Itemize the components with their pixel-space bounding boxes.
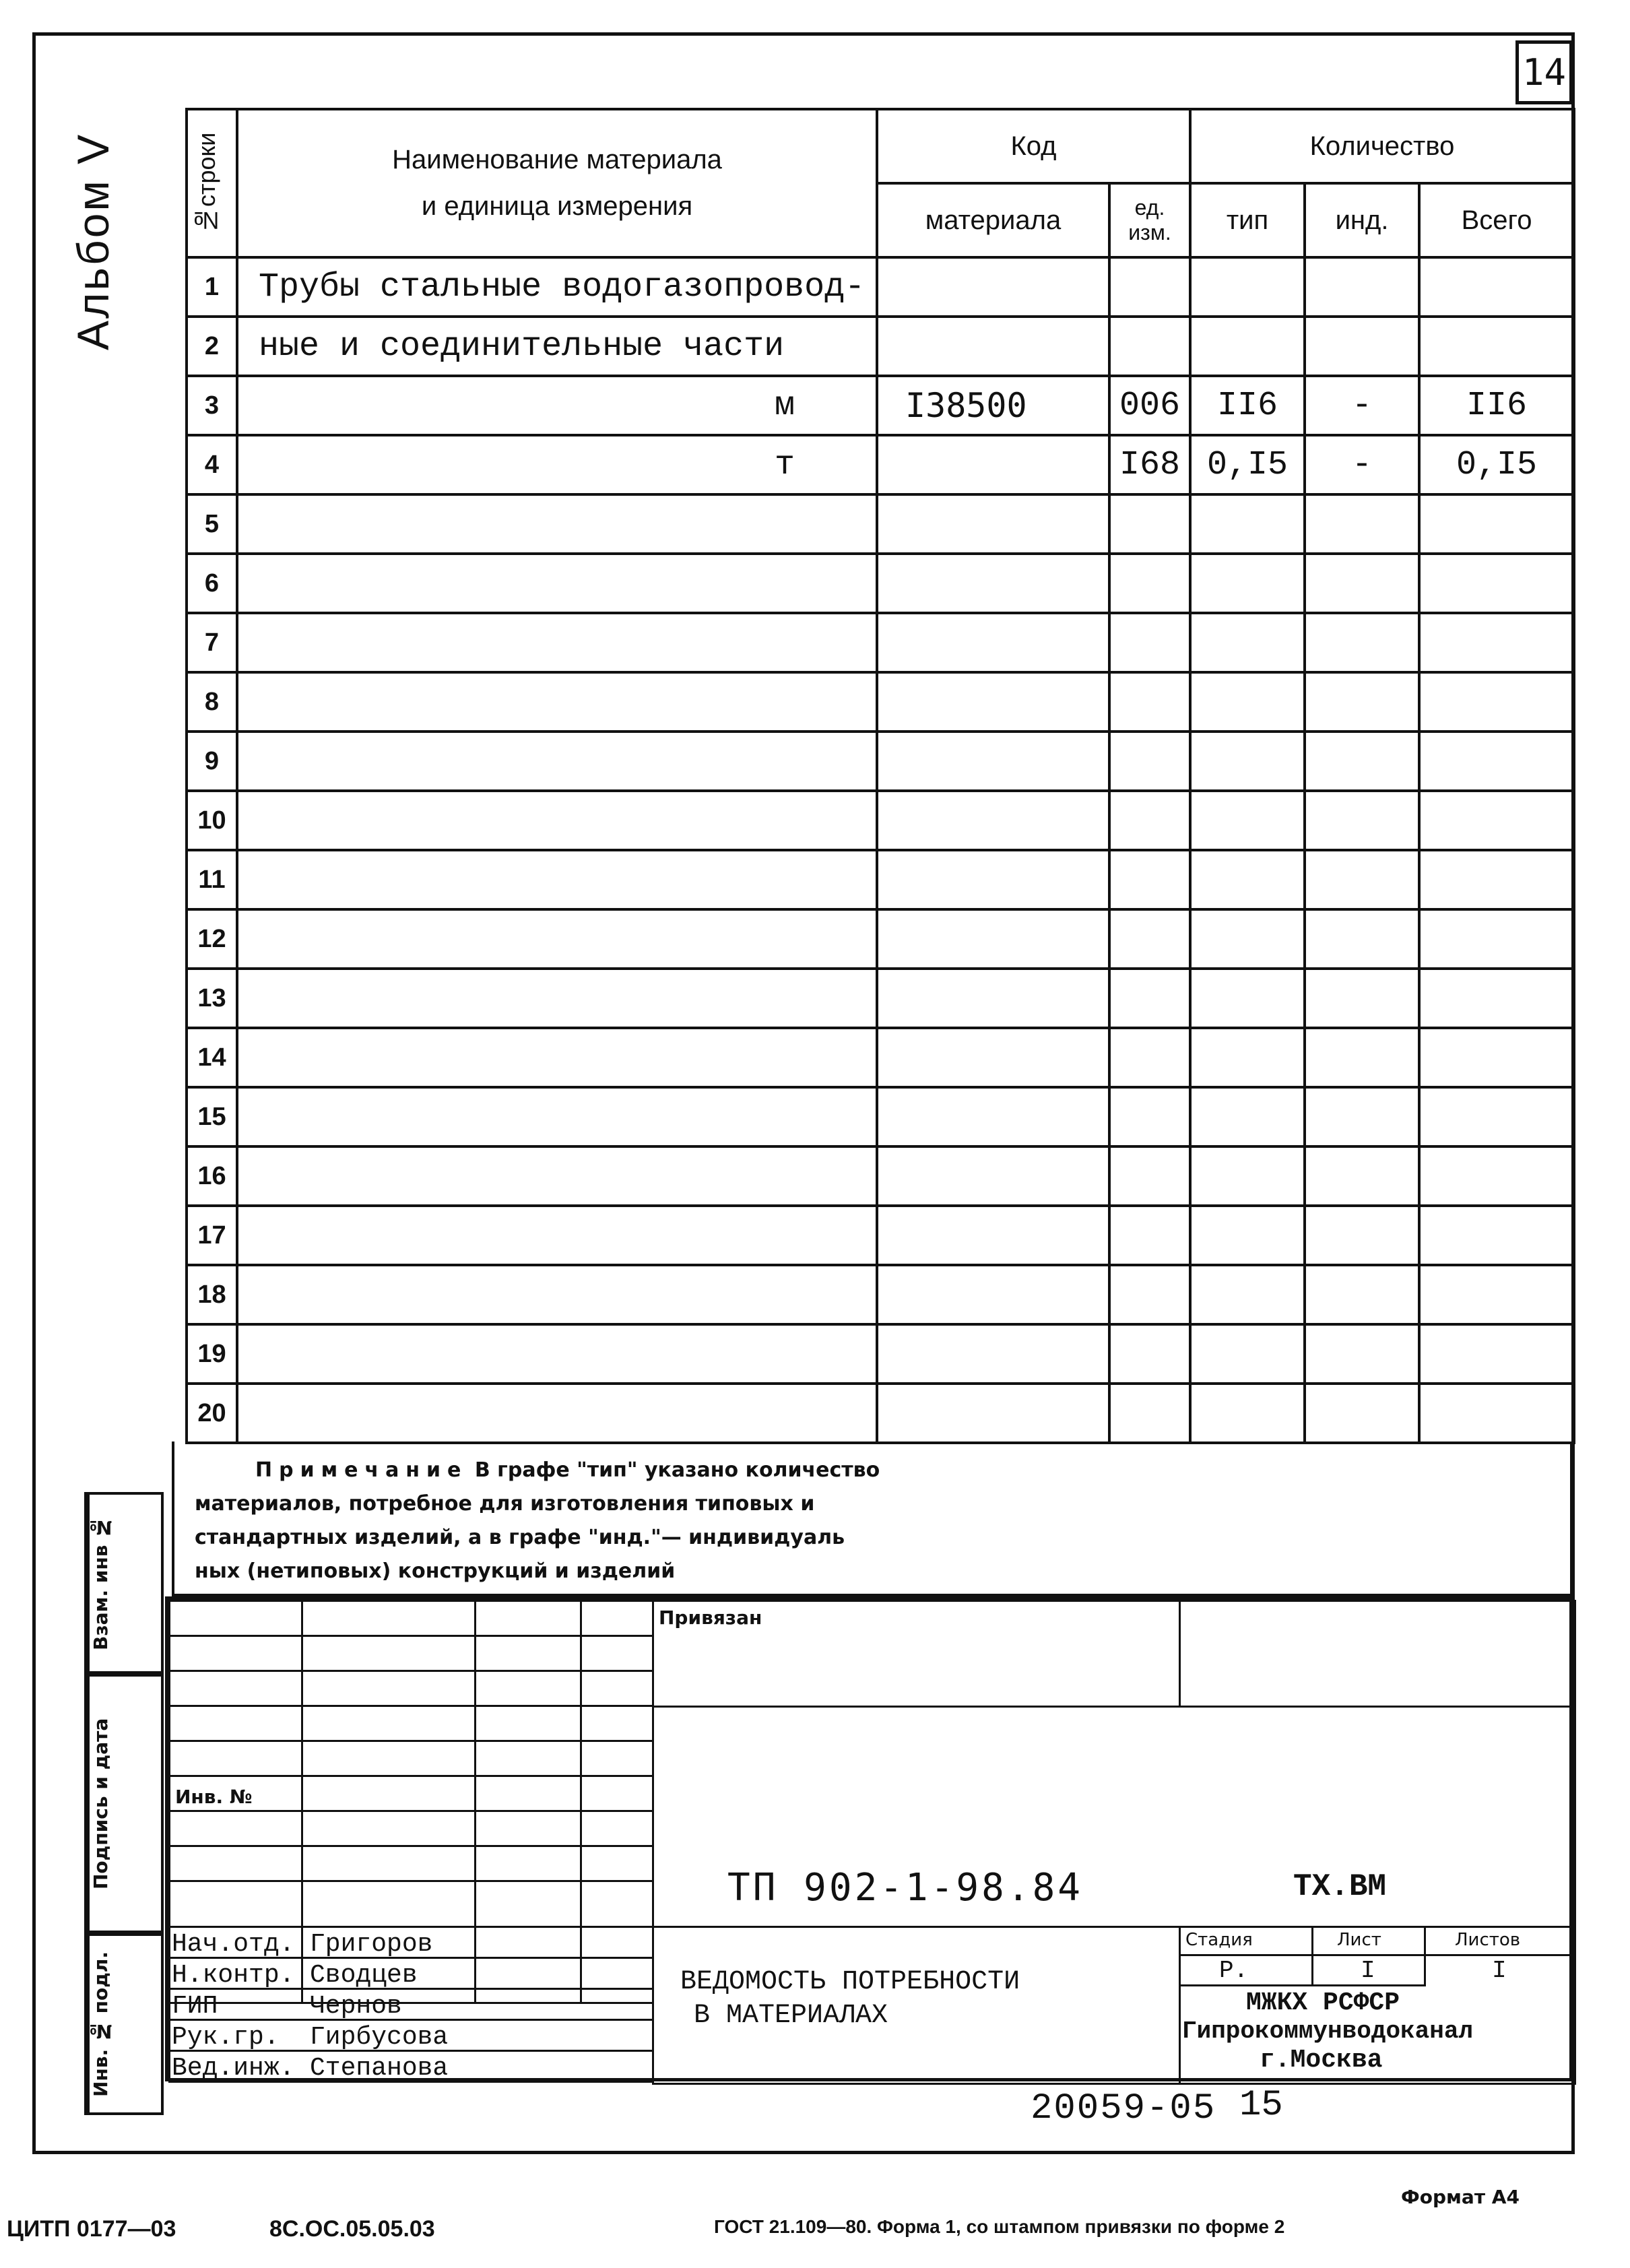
qty-type xyxy=(1190,850,1305,909)
qty-type xyxy=(1190,554,1305,613)
unit-code xyxy=(1109,494,1190,554)
row-number: 7 xyxy=(187,613,237,672)
qty-ind: - xyxy=(1305,435,1419,494)
qty-type xyxy=(1190,1384,1305,1443)
unit-code xyxy=(1109,850,1190,909)
qty-ind xyxy=(1305,672,1419,732)
qty-type xyxy=(1190,1324,1305,1384)
qty-ind xyxy=(1305,1028,1419,1087)
row-number: 17 xyxy=(187,1206,237,1265)
row-number: 11 xyxy=(187,850,237,909)
material-name: т xyxy=(237,435,877,494)
material-name xyxy=(237,909,877,969)
qty-total: 0,I5 xyxy=(1419,435,1574,494)
sheets-value: I xyxy=(1492,1957,1507,1984)
qty-type xyxy=(1190,494,1305,554)
material-name xyxy=(237,732,877,791)
material-code: I38500 xyxy=(877,376,1109,435)
qty-total xyxy=(1419,672,1574,732)
qty-type: 0,I5 xyxy=(1190,435,1305,494)
material-code xyxy=(877,435,1109,494)
material-code xyxy=(877,1265,1109,1324)
material-code xyxy=(877,613,1109,672)
note-line: материалов, потребное для изготовления типовых и xyxy=(195,1492,815,1516)
table-row xyxy=(187,613,1574,672)
material-name: Трубы стальные водогазопровод- xyxy=(237,257,877,317)
material-code xyxy=(877,909,1109,969)
table-row xyxy=(187,1265,1574,1324)
qty-ind xyxy=(1305,317,1419,376)
material-name: м xyxy=(237,376,877,435)
qty-total xyxy=(1419,1028,1574,1087)
qty-total xyxy=(1419,969,1574,1028)
signer-name: Гирбусова xyxy=(310,2023,449,2052)
qty-group-header: Количество xyxy=(1190,109,1574,183)
signer-name: Сводцев xyxy=(310,1961,418,1990)
table-row xyxy=(187,1324,1574,1384)
table-row xyxy=(187,494,1574,554)
material-name xyxy=(237,554,877,613)
material-code xyxy=(877,1028,1109,1087)
material-name xyxy=(237,1028,877,1087)
signer-role: Нач.отд. xyxy=(172,1930,295,1959)
qty-ind xyxy=(1305,554,1419,613)
qty-type xyxy=(1190,1028,1305,1087)
material-name xyxy=(237,1324,877,1384)
doc-number: 20059-05 xyxy=(1031,2088,1216,2129)
signer-role: Н.контр. xyxy=(172,1961,295,1990)
unit-code xyxy=(1109,1265,1190,1324)
qty-total xyxy=(1419,1087,1574,1146)
signer-role: Рук.гр. xyxy=(172,2023,280,2052)
stage-label: Стадия xyxy=(1185,1930,1253,1950)
row-number: 3 xyxy=(187,376,237,435)
qty-ind xyxy=(1305,969,1419,1028)
material-name xyxy=(237,1265,877,1324)
doc-code: ТХ.ВМ xyxy=(1293,1869,1387,1904)
signer-role: Вед.инж. xyxy=(172,2054,295,2083)
unit-code xyxy=(1109,1324,1190,1384)
material-code xyxy=(877,732,1109,791)
material-code xyxy=(877,1146,1109,1206)
table-row xyxy=(187,1087,1574,1146)
materials-table xyxy=(185,108,1575,1444)
unit-code xyxy=(1109,909,1190,969)
note-line: стандартных изделий, а в графе "инд."— индивидуаль xyxy=(195,1526,845,1549)
unit-code xyxy=(1109,672,1190,732)
qty-ind xyxy=(1305,1384,1419,1443)
qty-type xyxy=(1190,969,1305,1028)
code-material-header: материала xyxy=(877,183,1109,257)
material-code xyxy=(877,850,1109,909)
table-row xyxy=(187,435,1574,494)
table-row xyxy=(187,554,1574,613)
album-label: Альбом V xyxy=(68,132,118,350)
table-row xyxy=(187,1146,1574,1206)
row-number: 1 xyxy=(187,257,237,317)
table-row xyxy=(187,732,1574,791)
title-block xyxy=(165,1596,1573,2081)
qty-ind xyxy=(1305,494,1419,554)
unit-code xyxy=(1109,969,1190,1028)
sheets-label: Листов xyxy=(1455,1930,1521,1950)
table-row xyxy=(187,850,1574,909)
qty-ind xyxy=(1305,1146,1419,1206)
qty-ind xyxy=(1305,1324,1419,1384)
row-number: 9 xyxy=(187,732,237,791)
unit-code: 006 xyxy=(1109,376,1190,435)
qty-type-header: тип xyxy=(1190,183,1305,257)
code-group-header: Код xyxy=(877,109,1190,183)
qty-type xyxy=(1190,613,1305,672)
row-number: 10 xyxy=(187,791,237,850)
material-name xyxy=(237,1087,877,1146)
row-number: 18 xyxy=(187,1265,237,1324)
material-name xyxy=(237,969,877,1028)
sheet-value: I xyxy=(1361,1957,1375,1984)
material-code xyxy=(877,1087,1109,1146)
designation: ТП 902-1-98.84 xyxy=(727,1866,1084,1910)
material-code xyxy=(877,554,1109,613)
qty-ind xyxy=(1305,257,1419,317)
material-name xyxy=(237,791,877,850)
unit-code xyxy=(1109,1206,1190,1265)
row-number: 13 xyxy=(187,969,237,1028)
side-vzam: Взам. инв № xyxy=(84,1492,164,1674)
unit-code xyxy=(1109,1146,1190,1206)
code-unit-header: ед. изм. xyxy=(1109,183,1190,257)
unit-code xyxy=(1109,554,1190,613)
material-code xyxy=(877,1206,1109,1265)
table-row xyxy=(187,672,1574,732)
row-number: 14 xyxy=(187,1028,237,1087)
qty-ind xyxy=(1305,791,1419,850)
unit-code xyxy=(1109,1384,1190,1443)
privyazan-label: Привязан xyxy=(659,1607,762,1629)
note-label: Примечание xyxy=(255,1458,468,1482)
material-code xyxy=(877,791,1109,850)
material-name xyxy=(237,1146,877,1206)
qty-ind xyxy=(1305,1087,1419,1146)
row-number: 12 xyxy=(187,909,237,969)
name-col-header: Наименование материала и единица измерения xyxy=(237,109,877,257)
qty-type xyxy=(1190,257,1305,317)
row-number: 15 xyxy=(187,1087,237,1146)
table-row xyxy=(187,909,1574,969)
row-number: 4 xyxy=(187,435,237,494)
org-line1: МЖКХ РСФСР xyxy=(1246,1988,1400,2017)
table-row xyxy=(187,1384,1574,1443)
signer-role: ГИП xyxy=(172,1992,218,2021)
qty-ind xyxy=(1305,909,1419,969)
org-line2: Гипрокоммунводоканал xyxy=(1182,2017,1474,2045)
qty-ind: - xyxy=(1305,376,1419,435)
qty-total: II6 xyxy=(1419,376,1574,435)
material-code xyxy=(877,1384,1109,1443)
material-code xyxy=(877,494,1109,554)
stage-value: Р. xyxy=(1219,1957,1249,1984)
material-name: ные и соединительные части xyxy=(237,317,877,376)
signer-name: Степанова xyxy=(310,2054,449,2083)
material-name xyxy=(237,613,877,672)
qty-type: II6 xyxy=(1190,376,1305,435)
qty-type xyxy=(1190,909,1305,969)
qty-type xyxy=(1190,1146,1305,1206)
row-number: 5 xyxy=(187,494,237,554)
note-block xyxy=(172,1441,1573,1596)
qty-ind xyxy=(1305,1265,1419,1324)
sheet-number: 14 xyxy=(1515,40,1573,104)
title-line2: В МАТЕРИАЛАХ xyxy=(694,2001,888,2031)
table-row xyxy=(187,969,1574,1028)
row-number: 6 xyxy=(187,554,237,613)
side-inv: Инв. № подл. xyxy=(84,1933,164,2115)
title-line1: ВЕДОМОСТЬ ПОТРЕБНОСТИ xyxy=(680,1967,1020,1997)
unit-code xyxy=(1109,317,1190,376)
row-number: 2 xyxy=(187,317,237,376)
signer-name: Чернов xyxy=(310,1992,402,2021)
footer-right: ГОСТ 21.109—80. Форма 1, со штампом привязки по форме 2 xyxy=(714,2216,1285,2237)
material-code xyxy=(877,672,1109,732)
material-code xyxy=(877,317,1109,376)
material-name xyxy=(237,672,877,732)
table-row xyxy=(187,1206,1574,1265)
table-row xyxy=(187,376,1574,435)
unit-code: I68 xyxy=(1109,435,1190,494)
qty-type xyxy=(1190,672,1305,732)
table-row xyxy=(187,257,1574,317)
qty-total xyxy=(1419,732,1574,791)
unit-code xyxy=(1109,732,1190,791)
side-podpis: Подпись и дата xyxy=(84,1674,164,1933)
material-name xyxy=(237,494,877,554)
qty-total xyxy=(1419,554,1574,613)
row-number: 16 xyxy=(187,1146,237,1206)
qty-total xyxy=(1419,257,1574,317)
unit-code xyxy=(1109,1087,1190,1146)
material-code xyxy=(877,1324,1109,1384)
material-code xyxy=(877,257,1109,317)
material-name xyxy=(237,850,877,909)
material-name xyxy=(237,1206,877,1265)
row-number: 19 xyxy=(187,1324,237,1384)
table-row xyxy=(187,791,1574,850)
format-label: Формат А4 xyxy=(1401,2186,1520,2208)
qty-ind xyxy=(1305,613,1419,672)
table-row xyxy=(187,317,1574,376)
qty-ind xyxy=(1305,850,1419,909)
qty-total xyxy=(1419,1146,1574,1206)
qty-ind-header: инд. xyxy=(1305,183,1419,257)
unit-code xyxy=(1109,1028,1190,1087)
footer-mid: 8С.ОС.05.05.03 xyxy=(269,2216,435,2242)
qty-type xyxy=(1190,1087,1305,1146)
material-code xyxy=(877,969,1109,1028)
qty-ind xyxy=(1305,732,1419,791)
unit-code xyxy=(1109,257,1190,317)
qty-type xyxy=(1190,1206,1305,1265)
qty-total xyxy=(1419,1265,1574,1324)
qty-total xyxy=(1419,1206,1574,1265)
table-row xyxy=(187,1028,1574,1087)
qty-total xyxy=(1419,1384,1574,1443)
qty-total-header: Всего xyxy=(1419,183,1574,257)
qty-total xyxy=(1419,791,1574,850)
signer-name: Григоров xyxy=(310,1930,433,1959)
qty-total xyxy=(1419,613,1574,672)
footer-left: ЦИТП 0177—03 xyxy=(7,2216,176,2242)
qty-total xyxy=(1419,909,1574,969)
row-number: 8 xyxy=(187,672,237,732)
unit-code xyxy=(1109,791,1190,850)
sheet-label: Лист xyxy=(1337,1930,1381,1950)
qty-type xyxy=(1190,732,1305,791)
rows-col-header: №строки xyxy=(187,109,237,257)
qty-total xyxy=(1419,494,1574,554)
qty-type xyxy=(1190,317,1305,376)
note-line: В графе "тип" указано количество xyxy=(474,1458,880,1482)
qty-total xyxy=(1419,317,1574,376)
material-name xyxy=(237,1384,877,1443)
unit-code xyxy=(1109,613,1190,672)
org-line3: г.Москва xyxy=(1260,2046,1383,2075)
qty-total xyxy=(1419,850,1574,909)
page-number: 15 xyxy=(1239,2085,1283,2126)
qty-total xyxy=(1419,1324,1574,1384)
note-line: ных (нетиповых) конструкций и изделий xyxy=(195,1559,676,1583)
qty-type xyxy=(1190,1265,1305,1324)
qty-type xyxy=(1190,791,1305,850)
qty-ind xyxy=(1305,1206,1419,1265)
inv-no-label: Инв. № xyxy=(175,1786,253,1808)
row-number: 20 xyxy=(187,1384,237,1443)
